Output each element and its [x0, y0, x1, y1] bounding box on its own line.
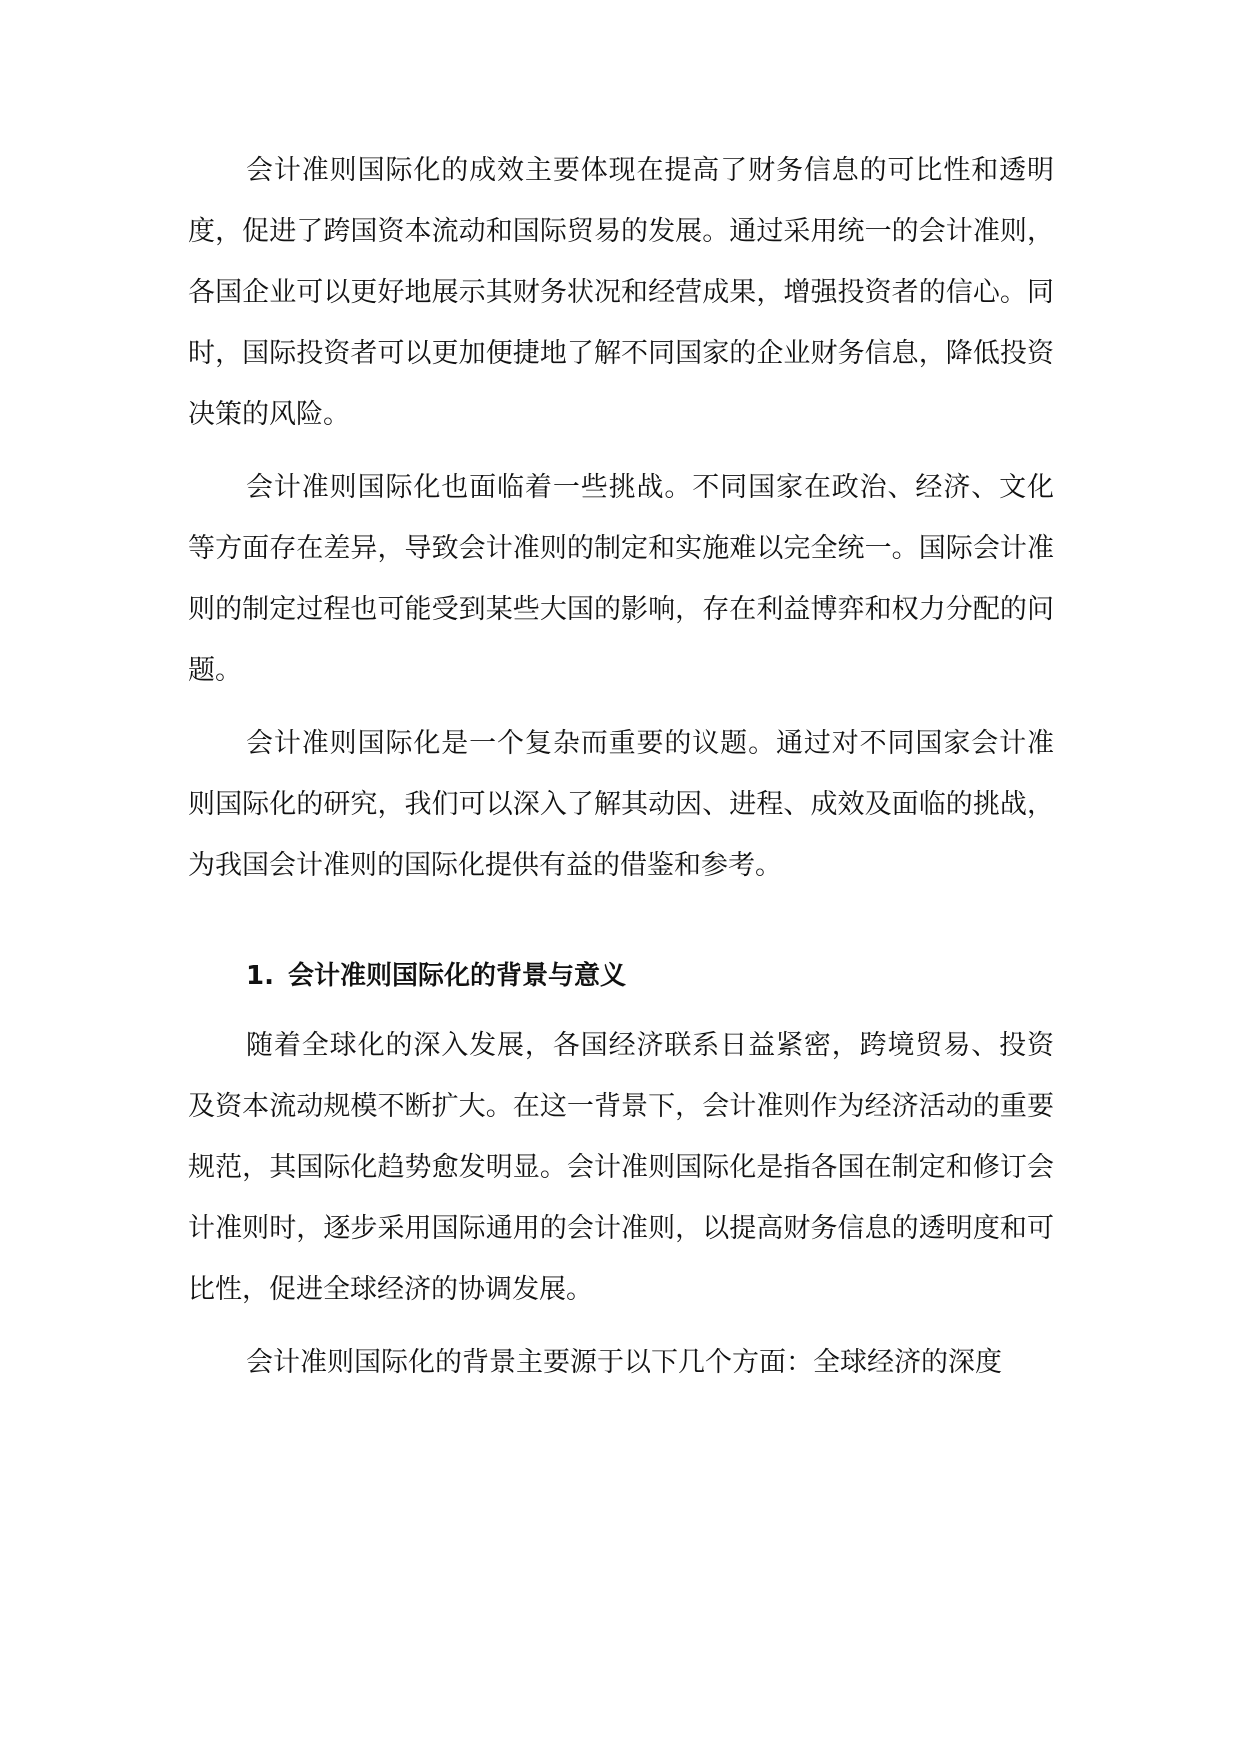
- section-number: 1.: [246, 961, 274, 991]
- paragraph-background-sources: 会计准则国际化的背景主要源于以下几个方面：全球经济的深度: [246, 1347, 1002, 1378]
- paragraph-challenges: 会计准则国际化也面临着一些挑战。不同国家在政治、经济、文化等方面存在差异，导致会计准则的制定和实施难以完全统一。国际会计准则的制定过程也可能受到某些大国的影响，存在利益博弈和权力分配的问题。: [188, 472, 1054, 686]
- paragraph-background: 随着全球化的深入发展，各国经济联系日益紧密，跨境贸易、投资及资本流动规模不断扩大。在这一背景下，会计准则作为经济活动的重要规范，其国际化趋势愈发明显。会计准则国际化是指各国在制定和修订会计准则时，逐步采用国际通用的会计准则，以提高财务信息的透明度和可比性，促进全球经济的协调发展。: [188, 1030, 1054, 1305]
- section-heading: [188, 946, 1054, 1007]
- section-title: 会计准则国际化的背景与意义: [288, 961, 627, 991]
- paragraph-achievements: 会计准则国际化的成效主要体现在提高了财务信息的可比性和透明度，促进了跨国资本流动和国际贸易的发展。通过采用统一的会计准则，各国企业可以更好地展示其财务状况和经营成果，增强投资者的信心。同时，国际投资者可以更加便捷地了解不同国家的企业财务信息，降低投资决策的风险。: [188, 155, 1054, 430]
- document-body: [188, 140, 1054, 1393]
- paragraph-summary: 会计准则国际化是一个复杂而重要的议题。通过对不同国家会计准则国际化的研究，我们可以深入了解其动因、进程、成效及面临的挑战，为我国会计准则的国际化提供有益的借鉴和参考。: [188, 728, 1054, 881]
